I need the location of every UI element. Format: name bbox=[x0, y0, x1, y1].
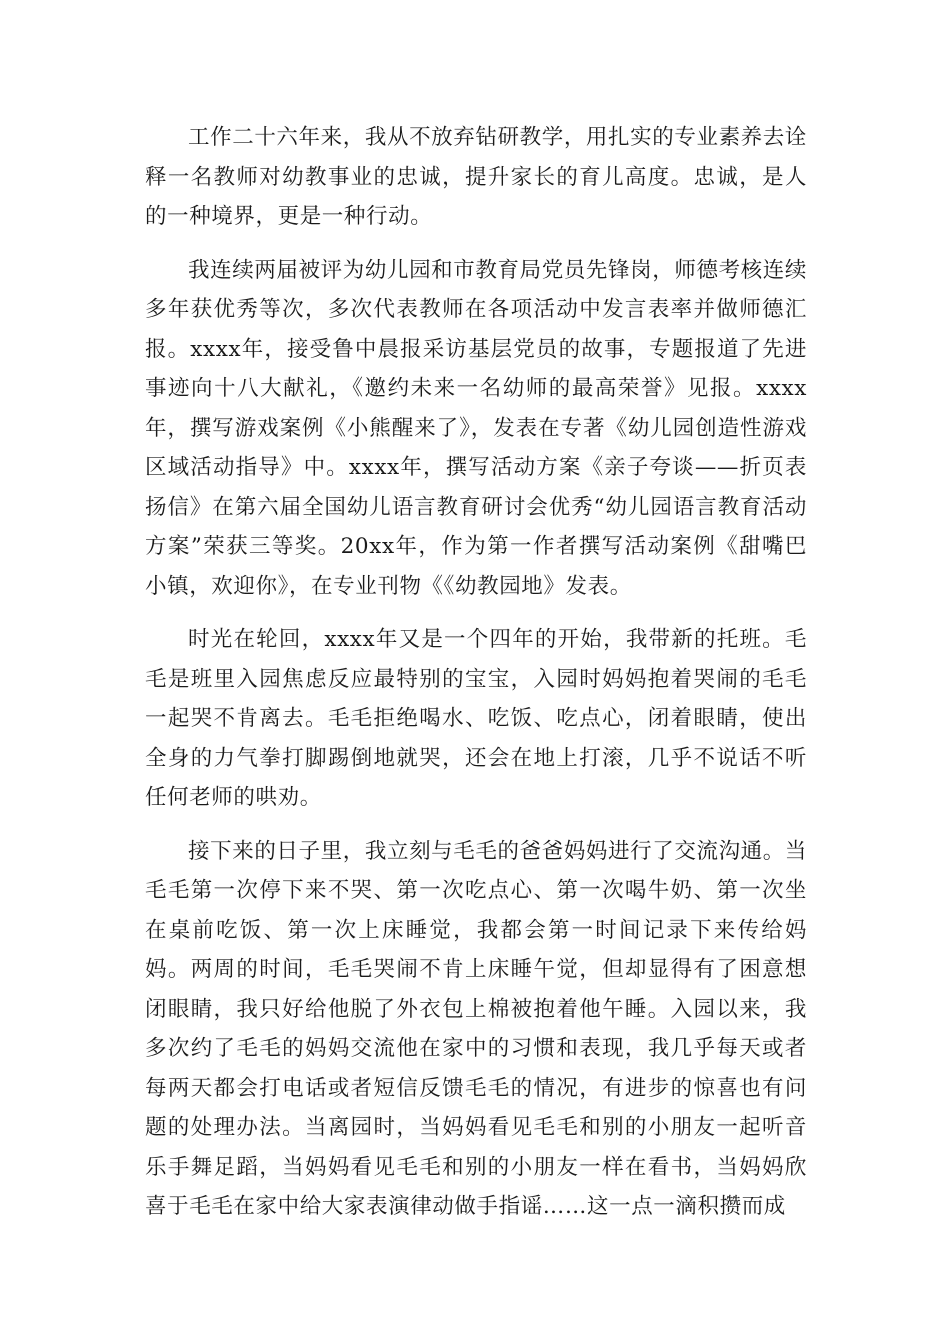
paragraph-maomao-intro: 时光在轮回，xxxx年又是一个四年的开始，我带新的托班。毛毛是班里入园焦虑反应最特别的宝宝，入园时妈妈抱着哭闹的毛毛一起哭不肯离去。毛毛拒绝喝水、吃饭、吃点心，闭着眼睛，使出全身的力气拳打脚踢倒地就哭，还会在地上打滚，几乎不说话不听任何老师的哄劝。 bbox=[145, 627, 807, 810]
paragraph-honors: 我连续两届被评为幼儿园和市教育局党员先锋岗，师德考核连续多年获优秀等次，多次代表教师在各项活动中发言表率并做师德汇报。xxxx年，接受鲁中晨报采访基层党员的故事，专题报道了先进事迹向十八大献礼，《邀约未来一名幼师的最高荣誉》见报。xxxx年，撰写游戏案例《小熊醒来了》，发表在专著《幼儿园创造性游戏区域活动指导》中。xxxx年，撰写活动方案《亲子夸谈——折页表扬信》在第六届全国幼儿语言教育研讨会优秀“幼儿园语言教育活动方案”荣获三等奖。20xx年，作为第一作者撰写活动案例《甜嘴巴小镇，欢迎你》，在专业刊物《《幼教园地》发表。 bbox=[145, 257, 807, 599]
paragraph-career-overview: 工作二十六年来，我从不放弃钻研教学，用扎实的专业素养去诠释一名教师对幼教事业的忠诚，提升家长的育儿高度。忠诚，是人的一种境界，更是一种行动。 bbox=[145, 125, 807, 229]
paragraph-parent-communication: 接下来的日子里，我立刻与毛毛的爸爸妈妈进行了交流沟通。当毛毛第一次停下来不哭、第一次吃点心、第一次喝牛奶、第一次坐在桌前吃饭、第一次上床睡觉，我都会第一时间记录下来传给妈妈。两周的时间，毛毛哭闹不肯上床睡午觉，但却显得有了困意想闭眼睛，我只好给他脱了外衣包上棉被抱着他午睡。入园以来，我多次约了毛毛的妈妈交流他在家中的习惯和表现，我几乎每天或者每两天都会打电话或者短信反馈毛毛的情况，有进步的惊喜也有问题的处理办法。当离园时，当妈妈看见毛毛和别的小朋友一起听音乐手舞足蹈，当妈妈看见毛毛和别的小朋友一样在看书，当妈妈欣喜于毛毛在家中给大家表演律动做手指谣……这一点一滴积攒而成 bbox=[145, 838, 807, 1219]
document-body bbox=[145, 118, 807, 1241]
